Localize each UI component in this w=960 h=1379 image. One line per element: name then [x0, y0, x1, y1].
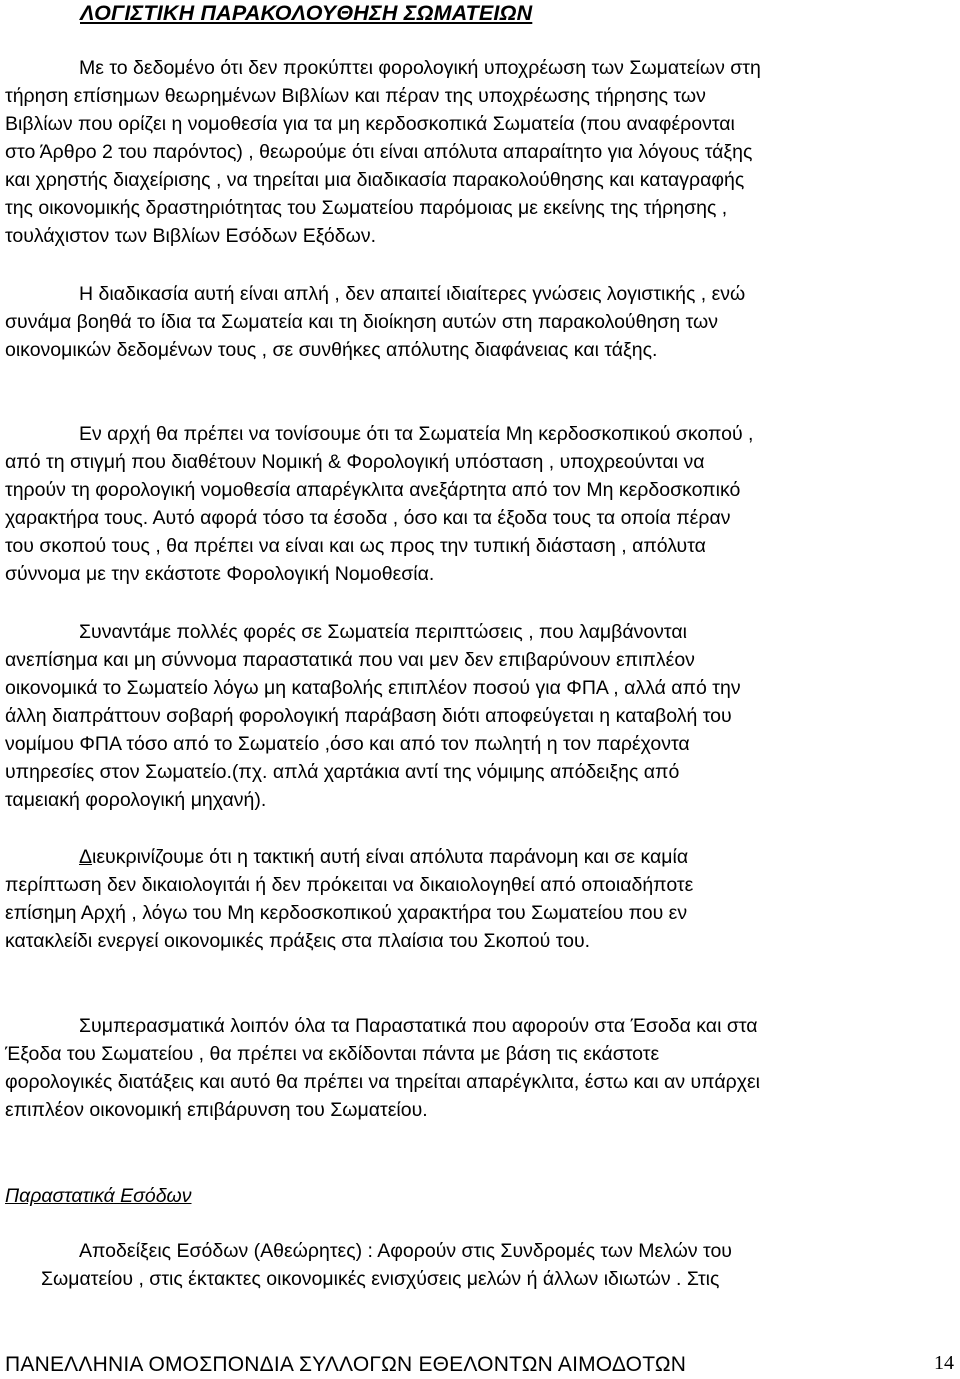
paragraph-line: σύννομα με την εκάστοτε Φορολογική Νομοθεσία. [5, 563, 435, 585]
paragraph-line: Εν αρχή θα πρέπει να τονίσουμε ότι τα Σωματεία Μη κερδοσκοπικού σκοπού , [79, 423, 754, 445]
paragraph-line: επιπλέον οικονομική επιβάρυνση του Σωματείου. [5, 1099, 428, 1121]
paragraph-line: Βιβλίων που ορίζει η νομοθεσία για τα μη κερδοσκοπικά Σωματεία (που αναφέρονται [5, 113, 735, 135]
paragraph-line: και χρηστής διαχείρισης , να τηρείται μια διαδικασία παρακολούθησης και καταγραφής [5, 169, 745, 191]
paragraph-line: υπηρεσίες στον Σωματείο.(πχ. απλά χαρτάκια αντί της νόμιμης απόδειξης από [5, 761, 680, 783]
paragraph-line: οικονομικά το Σωματείο λόγω μη καταβολής επιπλέον ποσού για ΦΠΑ , αλλά από την [5, 677, 741, 699]
paragraph-conclusion [5, 1012, 955, 1124]
paragraph-line: χαρακτήρα τους. Αυτό αφορά τόσο τα έσοδα , όσο και τα έξοδα τους τα οποία πέραν [5, 507, 731, 529]
paragraph-line: του σκοπού τους , θα πρέπει να είναι και ως προς την τυπική διάσταση , απόλυτα [5, 535, 706, 557]
paragraph-line: επίσημη Αρχή , λόγω του Μη κερδοσκοπικού χαρακτήρα του Σωματείου που εν [5, 902, 688, 924]
paragraph-tax-law [5, 420, 955, 588]
paragraph-line: τήρηση επίσημων θεωρημένων Βιβλίων και πέραν της υποχρέωσης τήρησης των [5, 85, 706, 107]
paragraph-line: οικονομικών δεδομένων τους , σε συνθήκες απόλυτης διαφάνειας και τάξης. [5, 339, 658, 361]
paragraph-line: συνάμα βοηθά το ίδια τα Σωματεία και τη διοίκηση αυτών στη παρακολούθηση των [5, 311, 718, 333]
paragraph-procedure [5, 280, 955, 364]
paragraph-line: της οικονομικής δραστηριότητας του Σωματείου παρόμοιας με εκείνης της τήρησης , [5, 197, 728, 219]
paragraph-line: Συναντάμε πολλές φορές σε Σωματεία περιπτώσεις , που λαμβάνονται [79, 621, 687, 643]
paragraph-tax-obligation [5, 54, 955, 250]
paragraph-line-rest: ιευκρινίζουμε ότι η τακτική αυτή είναι απόλυτα παράνομη και σε καμία [92, 846, 689, 868]
paragraph-line: Συμπερασματικά λοιπόν όλα τα Παραστατικά που αφορούν στα Έσοδα και στα [79, 1015, 758, 1037]
paragraph-income-receipts [5, 1237, 955, 1293]
section-heading-income-documents: Παραστατικά Εσόδων [5, 1185, 192, 1207]
page-number: 14 [934, 1352, 954, 1374]
footer-organization: ΠΑΝΕΛΛΗΝΙΑ ΟΜΟΣΠΟΝΔΙΑ ΣΥΛΛΟΓΩΝ ΕΘΕΛΟΝΤΩΝ ΑΙΜΟΔΟΤΩΝ [5, 1353, 687, 1376]
paragraph-line: Αποδείξεις Εσόδων (Αθεώρητες) : Αφορούν στις Συνδρομές των Μελών του [79, 1240, 732, 1262]
paragraph-line: τουλάχιστον των Βιβλίων Εσόδων Εξόδων. [5, 225, 376, 247]
paragraph-line: Έξοδα του Σωματείου , θα πρέπει να εκδίδονται πάντα με βάση τις εκάστοτε [5, 1043, 660, 1065]
underlined-initial: Δ [79, 846, 93, 868]
paragraph-line: τηρούν τη φορολογική νομοθεσία απαρέγκλιτα ανεξάρτητα από τον Μη κερδοσκοπικό [5, 479, 741, 501]
paragraph-line: ανεπίσημα και μη σύννομα παραστατικά που ναι μεν δεν επιβαρύνουν επιπλέον [5, 649, 695, 671]
paragraph-informal-receipts [5, 618, 955, 814]
paragraph-line: Η διαδικασία αυτή είναι απλή , δεν απαιτεί ιδιαίτερες γνώσεις λογιστικής , ενώ [79, 283, 746, 305]
paragraph-clarification [5, 843, 955, 955]
paragraph-line: στο Άρθρο 2 του παρόντος) , θεωρούμε ότι είναι απόλυτα απαραίτητο για λόγους τάξης [5, 141, 753, 163]
paragraph-line: κατακλείδι ενεργεί οικονομικές πράξεις στα πλαίσια του Σκοπού του. [5, 930, 591, 952]
document-title: ΛΟΓΙΣΤΙΚΗ ΠΑΡΑΚΟΛΟΥΘΗΣΗ ΣΩΜΑΤΕΙΩΝ [80, 1, 533, 25]
paragraph-line: Με το δεδομένο ότι δεν προκύπτει φορολογική υποχρέωση των Σωματείων στη [79, 57, 761, 79]
paragraph-line: περίπτωση δεν δικαιολογιτάι ή δεν πρόκειται να δικαιολογηθεί από οποιαδήποτε [5, 874, 694, 896]
paragraph-line: από τη στιγμή που διαθέτουν Νομική & Φορολογική υπόσταση , υποχρεούνται να [5, 451, 705, 473]
paragraph-line [5, 843, 955, 871]
paragraph-line: ταμειακή φορολογική μηχανή). [5, 789, 267, 811]
paragraph-line: άλλη διαπράττουν σοβαρή φορολογική παράβαση διότι αποφεύγεται η καταβολή του [5, 705, 732, 727]
paragraph-line: νομίμου ΦΠΑ τόσο από το Σωματείο ,όσο και από τον πωλητή η τον παρέχοντα [5, 733, 690, 755]
paragraph-line: φορολογικές διατάξεις και αυτό θα πρέπει να τηρείται απαρέγκλιτα, έστω και αν υπάρχει [5, 1071, 760, 1093]
paragraph-line: Σωματείου , στις έκτακτες οικονομικές ενισχύσεις μελών ή άλλων ιδιωτών . Στις [41, 1268, 720, 1290]
